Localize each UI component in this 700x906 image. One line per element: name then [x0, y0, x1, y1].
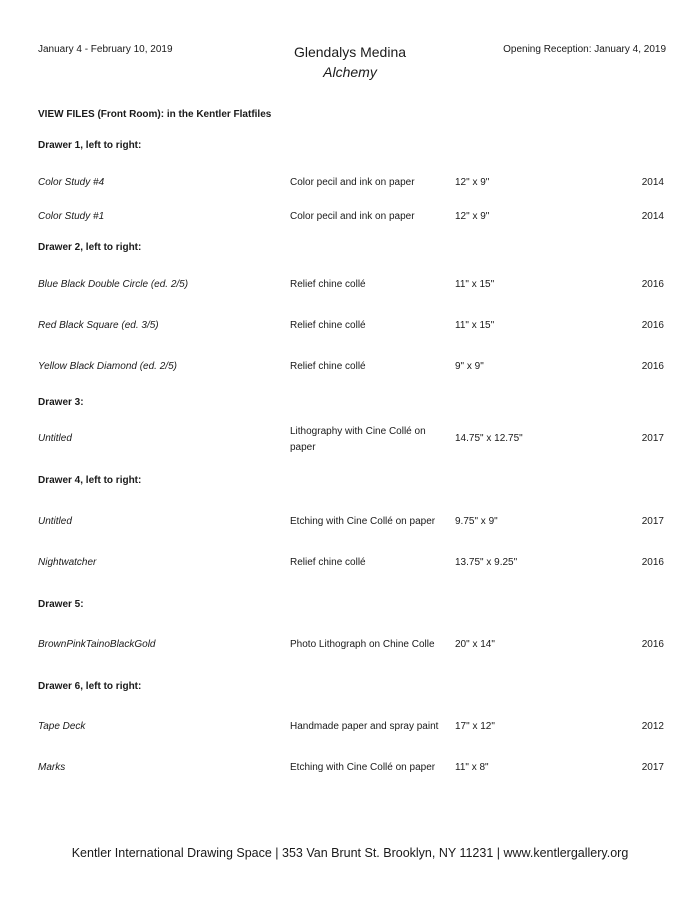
work-title: Blue Black Double Circle (ed. 2/5)	[38, 279, 189, 290]
work-year: 2017	[641, 433, 664, 444]
artist-name: Glendalys Medina	[293, 44, 407, 60]
work-year: 2014	[641, 177, 664, 188]
work-title: Yellow Black Diamond (ed. 2/5)	[38, 361, 177, 372]
opening-reception: Opening Reception: January 4, 2019	[503, 44, 666, 55]
work-medium: Lithography with Cine Collé on paper	[290, 426, 426, 453]
work-size: 17" x 12"	[455, 721, 495, 732]
work-medium: Handmade paper and spray paint	[290, 721, 439, 732]
drawer-label: Drawer 6, left to right:	[38, 681, 142, 692]
work-size: 11" x 15"	[455, 279, 495, 290]
work-medium: Photo Lithograph on Chine Colle	[290, 639, 435, 650]
work-medium: Relief chine collé	[290, 320, 366, 331]
drawer-label: Drawer 2, left to right:	[38, 242, 142, 253]
work-year: 2012	[641, 721, 664, 732]
work-year: 2017	[641, 516, 664, 527]
work-year: 2014	[641, 211, 664, 222]
work-title: Color Study #1	[38, 211, 105, 222]
work-size: 9.75" x 9"	[455, 516, 498, 527]
work-medium: Relief chine collé	[290, 557, 366, 568]
work-year: 2016	[641, 557, 664, 568]
drawer-label: Drawer 4, left to right:	[38, 475, 142, 486]
work-medium: Color pecil and ink on paper	[290, 211, 415, 222]
work-medium: Relief chine collé	[290, 279, 366, 290]
work-medium: Etching with Cine Collé on paper	[290, 762, 436, 773]
work-year: 2017	[641, 762, 664, 773]
work-size: 9" x 9"	[455, 361, 484, 372]
work-size: 12" x 9"	[455, 211, 490, 222]
work-size: 20" x 14"	[455, 639, 495, 650]
work-size: 13.75" x 9.25"	[455, 557, 518, 568]
gallery-footer: Kentler International Drawing Space | 353 Van Brunt St. Brooklyn, NY 11231 | www.kentlergallery.org	[71, 846, 629, 860]
work-size: 14.75" x 12.75"	[455, 433, 523, 444]
work-title: Untitled	[38, 516, 72, 527]
work-title: Untitled	[38, 433, 72, 444]
work-title: Color Study #4	[38, 177, 105, 188]
drawer-label: Drawer 3:	[38, 397, 84, 408]
work-title: Tape Deck	[38, 721, 86, 732]
work-year: 2016	[641, 361, 664, 372]
work-medium: Etching with Cine Collé on paper	[290, 516, 436, 527]
work-title: Red Black Square (ed. 3/5)	[38, 320, 159, 331]
work-medium: Relief chine collé	[290, 361, 366, 372]
exhibition-title: Alchemy	[323, 64, 377, 80]
work-size: 11" x 15"	[455, 320, 495, 331]
work-title: Marks	[38, 762, 66, 773]
drawer-label: Drawer 5:	[38, 599, 84, 610]
exhibition-dates: January 4 - February 10, 2019	[38, 44, 173, 55]
work-medium: Color pecil and ink on paper	[290, 177, 415, 188]
work-year: 2016	[641, 639, 664, 650]
work-year: 2016	[641, 320, 664, 331]
work-title: Nightwatcher	[38, 557, 97, 568]
work-size: 12" x 9"	[455, 177, 490, 188]
work-year: 2016	[641, 279, 664, 290]
work-size: 11" x 8"	[455, 762, 489, 773]
work-title: BrownPinkTainoBlackGold	[38, 639, 156, 650]
drawer-label: Drawer 1, left to right:	[38, 140, 142, 151]
section-title: VIEW FILES (Front Room): in the Kentler Flatfiles	[38, 109, 272, 120]
